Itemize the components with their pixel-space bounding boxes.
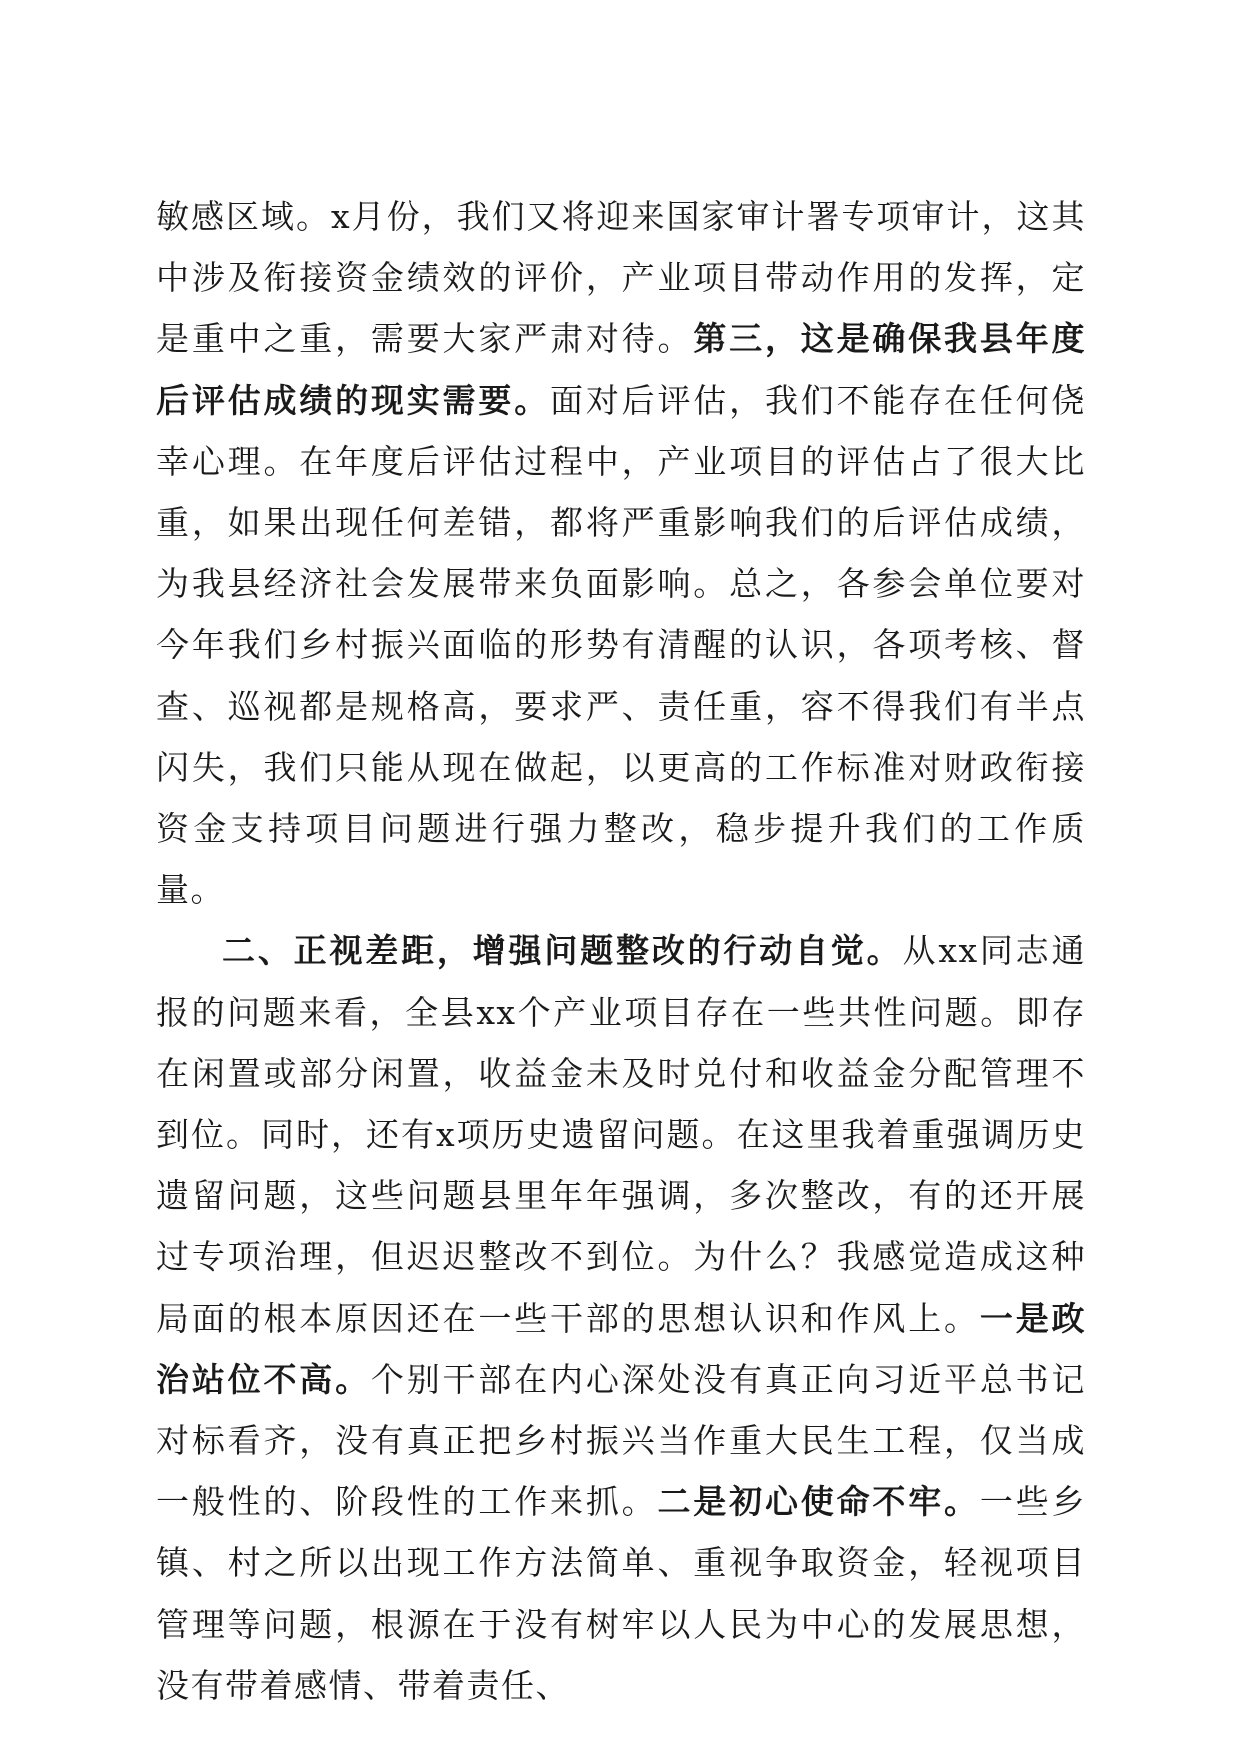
document-body bbox=[156, 186, 1086, 1716]
bold-heading-run: 二是初心使命不牢。 bbox=[657, 1482, 980, 1522]
text-run: 一些乡镇、村之所以出现工作方法简单、重视争取资金，轻视项目管理等问题，根源在于没有树牢以人民为中心的发展思想，没有带着感情、带着责任、 bbox=[156, 1482, 1087, 1705]
text-run: 个别干部在内心深处没有真正向习近平总书记对标看齐，没有真正把乡村振兴当作重大民生工程，仅当成一般性的、阶段性的工作来抓。 bbox=[156, 1359, 1087, 1522]
section-heading-run: 二、正视差距，增强问题整改的行动自觉。 bbox=[222, 931, 903, 971]
paragraph bbox=[156, 186, 1086, 920]
paragraph bbox=[156, 920, 1086, 1716]
bold-heading-run: 一是政治站位不高。 bbox=[156, 1298, 1087, 1399]
text-run: 敏感区域。x月份，我们又将迎来国家审计署专项审计，这其中涉及衔接资金绩效的评价，产业项目带动作用的发挥，定是重中之重，需要大家严肃对待。 bbox=[156, 197, 1086, 359]
text-run: 从xx同志通报的问题来看，全县xx个产业项目存在一些共性问题。即存在闲置或部分闲置，收益金未及时兑付和收益金分配管理不到位。同时，还有x项历史遗留问题。在这里我着重强调历史遗留问题，这些问题县里年年强调，多次整改，有的还开展过专项治理，但迟迟整改不到位。为什么？我感觉造成这种局面的根本原因还在一些干部的思想认识和作风上。 bbox=[156, 931, 1087, 1338]
bold-heading-run: 第三，这是确保我县年度后评估成绩的现实需要。 bbox=[156, 319, 1087, 420]
text-run: 面对后评估，我们不能存在任何侥幸心理。在年度后评估过程中，产业项目的评估占了很大比重，如果出现任何差错，都将严重影响我们的后评估成绩，为我县经济社会发展带来负面影响。总之，各参会单位要对今年我们乡村振兴面临的形势有清醒的认识，各项考核、督查、巡视都是规格高，要求严、责任重，容不得我们有半点闪失，我们只能从现在做起，以更高的工作标准对财政衔接资金支持项目问题进行强力整改，稳步提升我们的工作质量。 bbox=[156, 380, 1087, 910]
